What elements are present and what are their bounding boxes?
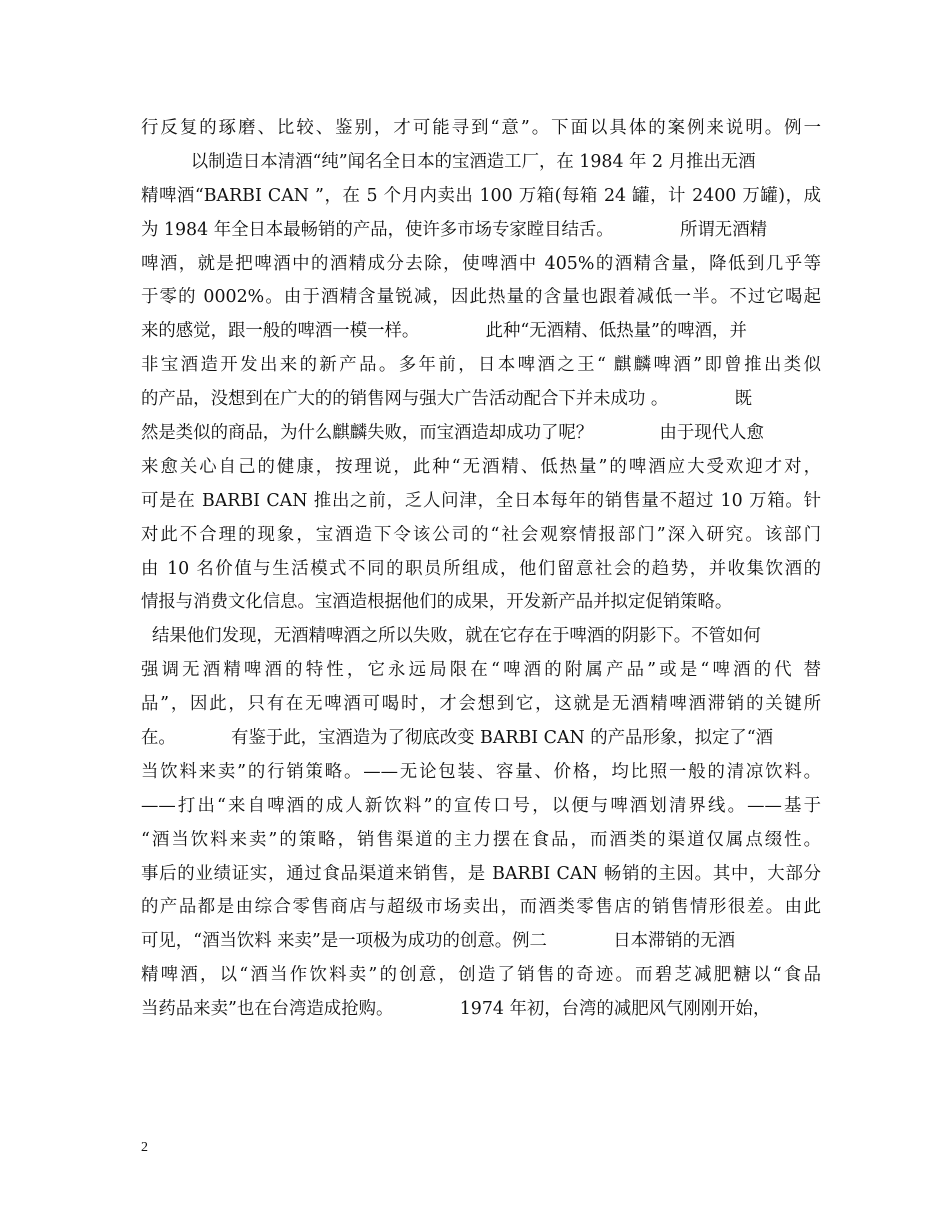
text-line: 来愈关心自己的健康，按理说，此种“无酒精、低热量”的啤酒应大受欢迎才对， bbox=[141, 456, 821, 477]
text-line: 以制造日本清酒“纯”闻名全日本的宝酒造工厂，在 1984 年 2 月推出无酒 bbox=[141, 151, 756, 172]
text-line: 可见，“酒当饮料 来卖”是一项极为成功的创意。例二 日本滞销的无酒 bbox=[141, 931, 735, 952]
text-line: 事后的业绩证实，通过食品渠道来销售，是 BARBI CAN 畅销的主因。其中，大部分 bbox=[141, 863, 821, 884]
page-number: 2 bbox=[141, 1140, 148, 1155]
text-line: 为 1984 年全日本最畅销的产品，使许多市场专家瞠目结舌。 所谓无酒精 bbox=[141, 219, 767, 240]
text-line: 对此不合理的现象，宝酒造下令该公司的“社会观察情报部门”深入研究。该部门 bbox=[141, 524, 821, 545]
text-line: 可是在 BARBI CAN 推出之前，乏人问津，全日本每年的销售量不超过 10 万箱。针 bbox=[141, 490, 821, 511]
text-line: ——打出“来自啤酒的成人新饮料”的宣传口号，以便与啤酒划清界线。——基于 bbox=[141, 795, 821, 816]
text-line: 精啤酒，以“酒当作饮料卖”的创意，创造了销售的奇迹。而碧芝减肥糖以“食品 bbox=[141, 965, 821, 986]
text-line: 品”，因此，只有在无啤酒可喝时，才会想到它，这就是无酒精啤酒滞销的关键所 bbox=[141, 694, 821, 715]
text-line: 由 10 名价值与生活模式不同的职员所组成，他们留意社会的趋势，并收集饮酒的 bbox=[141, 558, 821, 579]
text-line: 的产品都是由综合零售商店与超级市场卖出，而酒类零售店的销售情形很差。由此 bbox=[141, 897, 821, 918]
text-line: 当药品来卖”也在台湾造成抢购。 1974 年初，台湾的减肥风气刚刚开始， bbox=[141, 999, 771, 1020]
text-line: 啤酒，就是把啤酒中的酒精成分去除，使啤酒中 405%的酒精含量，降低到几乎等 bbox=[141, 253, 821, 274]
text-line: 结果他们发现，无酒精啤酒之所以失败，就在它存在于啤酒的阴影下。不管如何 bbox=[141, 626, 761, 647]
text-line: 行反复的琢磨、比较、鉴别，才可能寻到“意”。下面以具体的案例来说明。例一 bbox=[141, 118, 821, 138]
text-line: 然是类似的商品，为什么麒麟失败，而宝酒造却成功了呢？ 由于现代人愈 bbox=[141, 423, 764, 444]
text-line: 的产品，没想到在广大的的销售网与强大广告活动配合下并未成功 。 既 bbox=[141, 389, 752, 410]
text-line: 强调无酒精啤酒的特性，它永远局限在“啤酒的附属产品”或是“啤酒的代 替 bbox=[141, 660, 821, 681]
text-line: “酒当饮料来卖”的策略，销售渠道的主力摆在食品，而酒类的渠道仅属点缀性。 bbox=[141, 829, 821, 850]
text-line: 来的感觉，跟一般的啤酒一模一样。 此种“无酒精、低热量”的啤酒，并 bbox=[141, 321, 747, 342]
body-text bbox=[141, 112, 821, 1027]
text-line: 当饮料来卖”的行销策略。——无论包装、容量、价格，均比照一般的清凉饮料。 bbox=[141, 761, 821, 782]
text-line: 精啤酒“BARBI CAN ”，在 5 个月内卖出 100 万箱(每箱 24 罐，计 2400 万罐)，成 bbox=[141, 185, 821, 206]
text-line: 于零的 0002%。由于酒精含量锐减，因此热量的含量也跟着减低一半。不过它喝起 bbox=[141, 287, 821, 308]
text-line: 在。 有鉴于此，宝酒造为了彻底改变 BARBI CAN 的产品形象，拟定了“酒 bbox=[141, 728, 774, 749]
text-line: 非宝酒造开发出来的新产品。多年前，日本啤酒之王“ 麒麟啤酒”即曾推出类似 bbox=[141, 355, 821, 376]
text-line: 情报与消费文化信息。宝酒造根据他们的成果，开发新产品并拟定促销策略。 bbox=[141, 592, 733, 613]
